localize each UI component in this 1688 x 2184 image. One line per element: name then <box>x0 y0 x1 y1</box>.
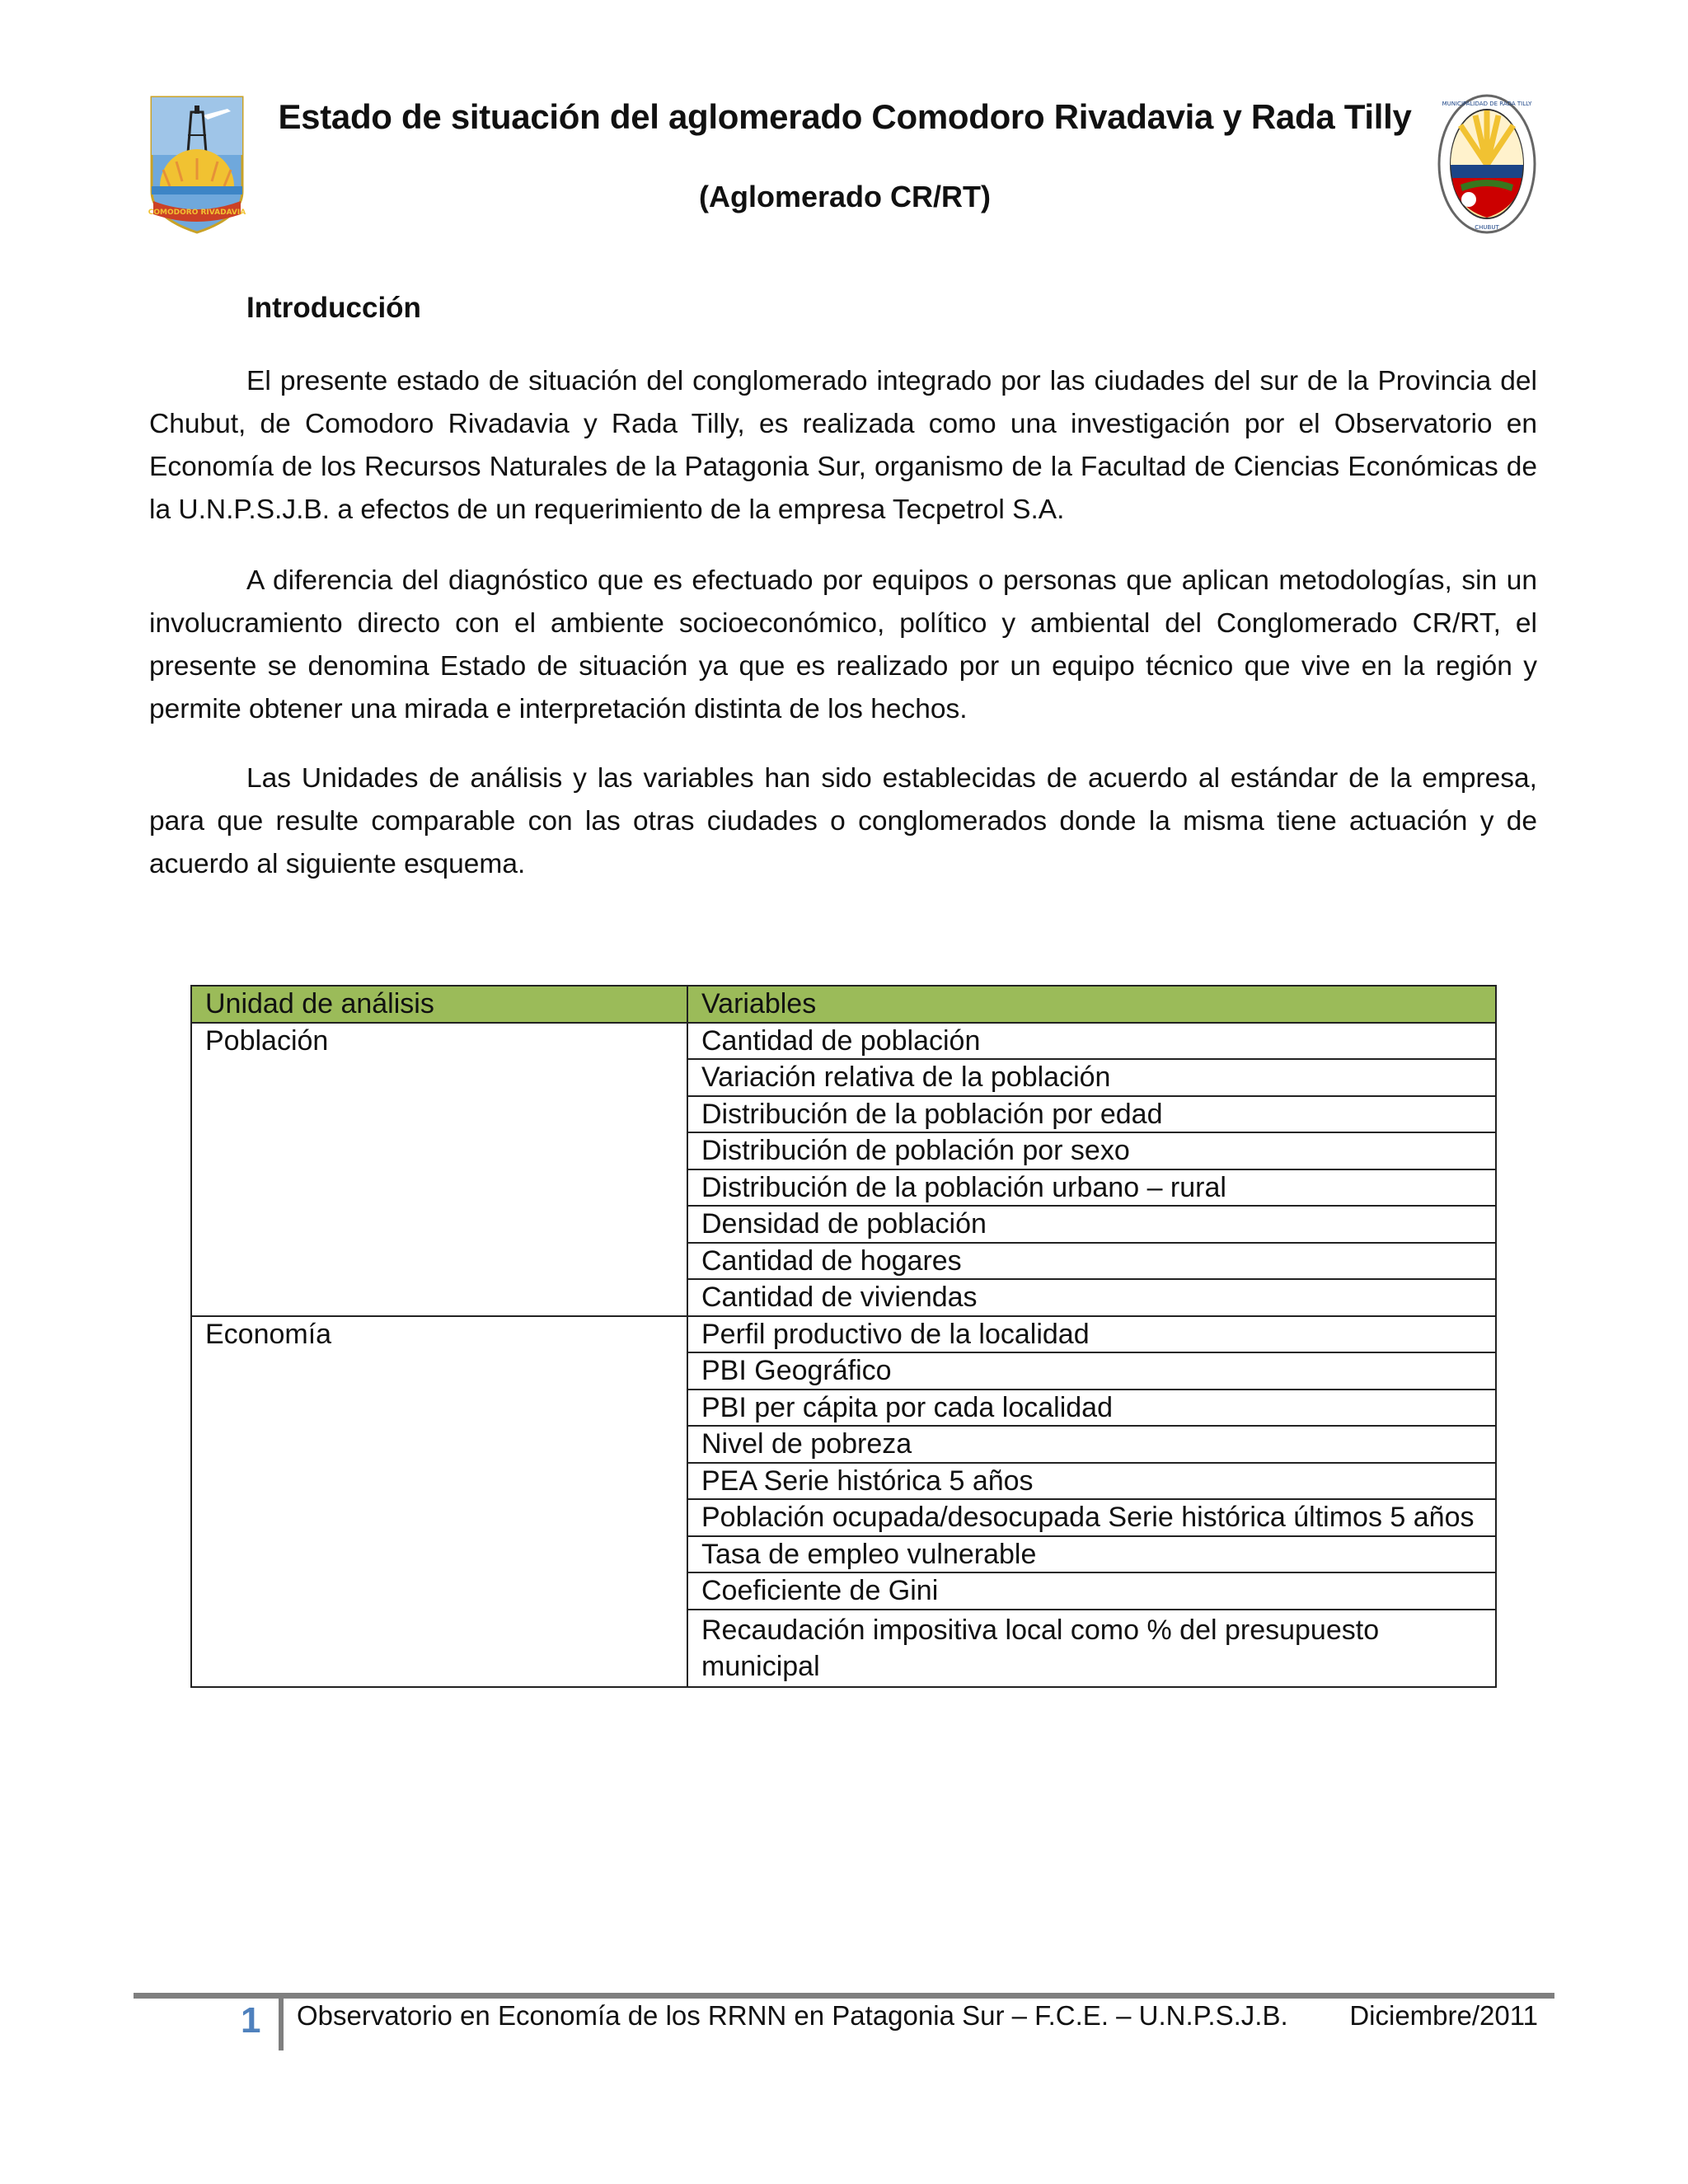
document-title: Estado de situación del aglomerado Comodoro Rivadavia y Rada Tilly <box>278 97 1412 136</box>
table-cell-variable: Distribución de población por sexo <box>687 1132 1496 1169</box>
table-cell-variable: Densidad de población <box>687 1206 1496 1243</box>
table-cell-variable: PEA Serie histórica 5 años <box>687 1463 1496 1500</box>
analysis-variables-table <box>190 985 1497 1688</box>
footer-institution: Observatorio en Economía de los RRNN en Patagonia Sur – F.C.E. – U.N.P.S.J.B. <box>297 2000 1288 2031</box>
table-cell-variable: Nivel de pobreza <box>687 1426 1496 1463</box>
logo-right-lettering-top: MUNICIPALIDAD DE RADA TILLY <box>1442 101 1532 107</box>
table-cell-variable: PBI Geográfico <box>687 1352 1496 1390</box>
table-header-variables: Variables <box>687 986 1496 1023</box>
table-unit-poblacion: Población <box>191 1023 687 1316</box>
footer-page-number: 1 <box>241 2000 261 2041</box>
table-row <box>191 1023 1496 1060</box>
table-cell-variable: Recaudación impositiva local como % del presupuesto municipal <box>687 1610 1496 1687</box>
table-cell-variable: Cantidad de población <box>687 1023 1496 1060</box>
section-heading-introduccion: Introducción <box>246 292 421 324</box>
table-row <box>191 1316 1496 1353</box>
rada-tilly-seal-icon <box>1436 92 1538 236</box>
table-header-row <box>191 986 1496 1023</box>
intro-paragraph-2: A diferencia del diagnóstico que es efectuado por equipos o personas que aplican metodologías, sin un involucramiento directo con el ambiente socioeconómico, político y ambiental del Conglomerado CR/RT, el presente se denomina Estado de situación ya que es realizado por un equipo técnico que vive en la región y permite obtener una mirada e interpretación distinta de los hechos. <box>149 565 1537 724</box>
logo-left-lettering: COMODORO RIVADAVIA <box>148 209 246 217</box>
footer-rule <box>134 1993 1554 1999</box>
footer-date: Diciembre/2011 <box>1349 2000 1538 2031</box>
table-cell-variable: Cantidad de viviendas <box>687 1279 1496 1316</box>
table-unit-economia: Economía <box>191 1316 687 1687</box>
table-cell-variable: Población ocupada/desocupada Serie histórica últimos 5 años <box>687 1499 1496 1536</box>
table-cell-variable: Coeficiente de Gini <box>687 1572 1496 1610</box>
table-cell-variable: Perfil productivo de la localidad <box>687 1316 1496 1353</box>
table-cell-variable: Distribución de la población urbano – rural <box>687 1169 1496 1207</box>
table-cell-variable: Cantidad de hogares <box>687 1243 1496 1280</box>
table-header-unit: Unidad de análisis <box>191 986 687 1023</box>
document-subtitle: (Aglomerado CR/RT) <box>699 180 991 213</box>
footer-divider <box>279 1993 284 2050</box>
comodoro-rivadavia-coat-of-arms-icon <box>145 94 249 236</box>
logo-right-lettering-bottom: CHUBUT <box>1475 224 1499 231</box>
table-cell-variable: Variación relativa de la población <box>687 1059 1496 1096</box>
table-cell-variable: Tasa de empleo vulnerable <box>687 1536 1496 1573</box>
table-cell-variable: Distribución de la población por edad <box>687 1096 1496 1133</box>
table-cell-variable: PBI per cápita por cada localidad <box>687 1390 1496 1427</box>
intro-paragraph-1: El presente estado de situación del conglomerado integrado por las ciudades del sur de la Provincia del Chubut, de Comodoro Rivadavia y Rada Tilly, es realizada como una investigación por el Observatorio en Economía de los Recursos Naturales de la Patagonia Sur, organismo de la Facultad de Ciencias Económicas de la U.N.P.S.J.B. a efectos de un requerimiento de la empresa Tecpetrol S.A. <box>149 366 1537 525</box>
intro-paragraph-3: Las Unidades de análisis y las variables han sido establecidas de acuerdo al estándar de la empresa, para que resulte comparable con las otras ciudades o conglomerados donde la misma tiene actuación y de acuerdo al siguiente esquema. <box>149 763 1537 879</box>
